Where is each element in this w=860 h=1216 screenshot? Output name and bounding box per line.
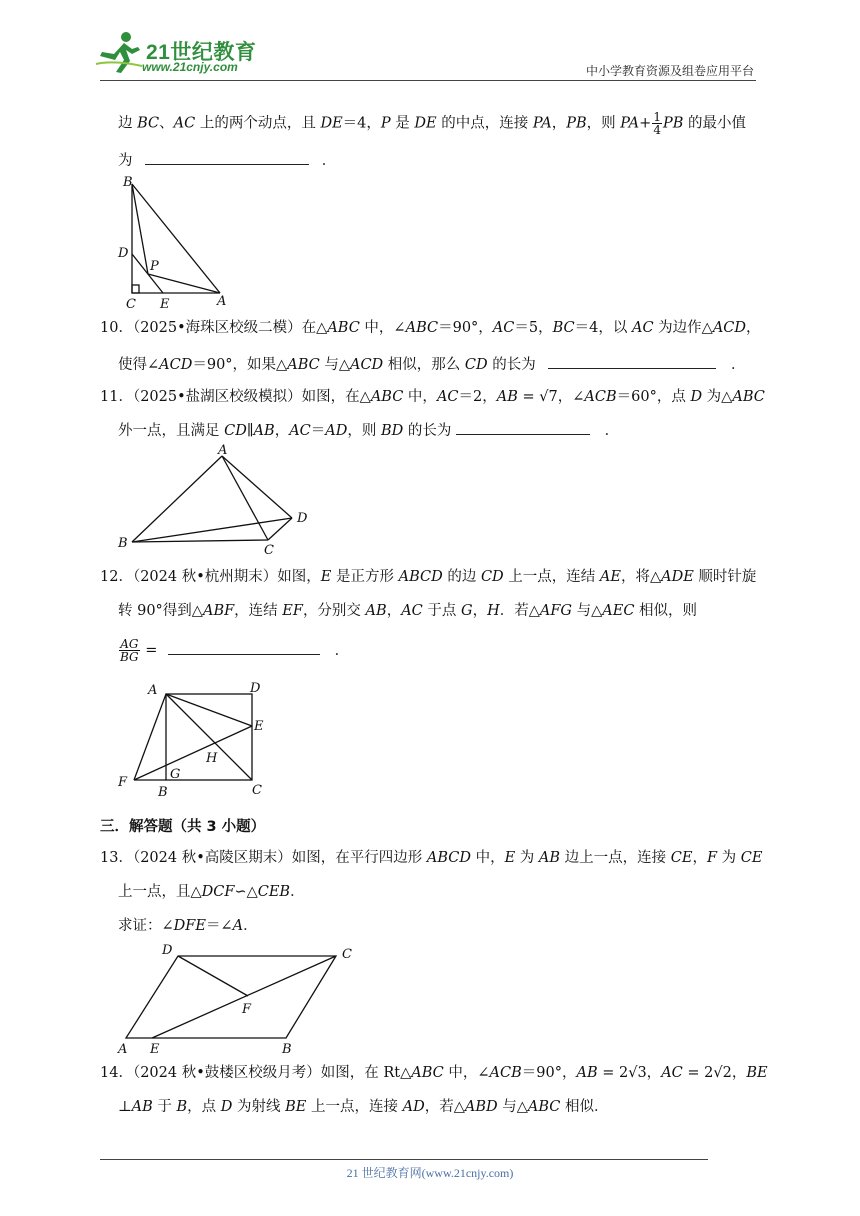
q9-figure bbox=[114, 172, 234, 312]
q12-figure bbox=[112, 678, 272, 800]
q12-label-f: F bbox=[118, 775, 128, 790]
q12-label-d: D bbox=[250, 681, 261, 696]
q9-label-a: A bbox=[217, 294, 227, 309]
q9-label-p: P bbox=[150, 259, 159, 274]
q12-line2: 转 90°得到△ABF，连结 EF，分别交 AB，AC 于点 G，H．若△AFG 与△AEC 相似，则 bbox=[118, 603, 698, 619]
q12-label-a: A bbox=[148, 683, 158, 698]
q14-line2: ⊥AB 于 B，点 D 为射线 BE 上一点，连接 AD，若△ABD 与△ABC 相似． bbox=[118, 1099, 609, 1115]
q12-label-e: E bbox=[254, 719, 264, 734]
q13-label-b: B bbox=[282, 1042, 292, 1057]
q9-line2: 为 ． bbox=[118, 150, 336, 172]
q11-line2: 外一点，且满足 CD∥AB，AC＝AD，则 BD 的长为 ． bbox=[118, 420, 619, 442]
q12-line1: 12．（2024 秋•杭州期末）如图，E 是正方形 ABCD 的边 CD 上一点，连结 AE，将△ADE 顺时针旋 bbox=[100, 569, 757, 585]
q14-line1: 14．（2024 秋•鼓楼区校级月考）如图，在 Rt△ABC 中，∠ACB＝90°，AB = 2√3，AC = 2√2，BE bbox=[100, 1065, 768, 1081]
q11-label-c: C bbox=[264, 543, 274, 554]
logo-url: www.21cnjy.com bbox=[142, 60, 238, 74]
page-header bbox=[0, 0, 860, 84]
q13-line1: 13．（2024 秋•高陵区期末）如图，在平行四边形 ABCD 中，E 为 AB 边上一点，连接 CE，F 为 CE bbox=[100, 850, 763, 866]
site-logo[interactable] bbox=[94, 30, 264, 80]
q12-label-b: B bbox=[158, 785, 168, 800]
q11-label-d: D bbox=[297, 511, 308, 526]
q12-answer-blank[interactable] bbox=[168, 640, 320, 655]
q11-label-b: B bbox=[118, 536, 128, 551]
q12-label-h: H bbox=[206, 751, 218, 766]
q13-line2: 上一点，且△DCF∽△CEB． bbox=[118, 884, 305, 900]
q11-label-a: A bbox=[218, 444, 228, 458]
q12-label-g: G bbox=[170, 767, 181, 782]
q9-label-e: E bbox=[160, 297, 170, 312]
q11-figure bbox=[114, 444, 314, 554]
footer-divider bbox=[100, 1159, 708, 1160]
q13-figure bbox=[112, 940, 362, 1060]
q13-label-a: A bbox=[118, 1042, 128, 1057]
q10-line2: 使得∠ACD＝90°，如果△ABC 与△ACD 相似，那么 CD 的长为 ． bbox=[118, 354, 745, 376]
platform-name: 中小学教育资源及组卷应用平台 bbox=[585, 64, 754, 78]
q10-answer-blank[interactable] bbox=[548, 354, 716, 369]
q9-fraction: $\frac{1}{4}$ bbox=[653, 110, 661, 137]
header-divider bbox=[100, 80, 756, 81]
q12-fraction: $\frac{AG}{BG}$ bbox=[120, 637, 139, 664]
q9-line1: 边 BC、AC 上的两个动点，且 DE＝4，P 是 DE 的中点，连接 PA，PB，则 PA+ $\frac{1}{4}$ PB 的最小值 bbox=[118, 110, 746, 137]
footer-link[interactable]: 21 世纪教育网(www.21cnjy.com) bbox=[346, 1166, 514, 1180]
q9-label-d: D bbox=[118, 246, 129, 261]
q13-label-d: D bbox=[162, 943, 173, 958]
q9-answer-blank[interactable] bbox=[145, 150, 309, 165]
q13-label-c: C bbox=[342, 947, 352, 962]
q13-line3: 求证：∠DFE＝∠A． bbox=[118, 918, 258, 934]
q12-label-c: C bbox=[252, 783, 262, 798]
q12-line3: $\frac{AG}{BG}$ = ． bbox=[120, 637, 350, 664]
logo-text: 21世纪教育 bbox=[146, 41, 257, 64]
q9-label-c: C bbox=[126, 297, 136, 312]
q11-answer-blank[interactable] bbox=[456, 420, 590, 435]
q11-line1: 11．（2025•盐湖区校级模拟）如图，在△ABC 中，AC＝2，AB = √7，∠ACB＝60°，点 D 为△ABC bbox=[100, 389, 765, 405]
section-title: 三．解答题（共 3 小题） bbox=[100, 819, 266, 835]
q10-line1: 10．（2025•海珠区校级二模）在△ABC 中，∠ABC＝90°，AC＝5，BC＝4，以 AC 为边作△ACD， bbox=[100, 320, 761, 336]
q13-label-f: F bbox=[242, 1002, 252, 1017]
q9-label-b: B bbox=[123, 175, 133, 190]
q13-label-e: E bbox=[150, 1042, 160, 1057]
runner-icon bbox=[94, 30, 144, 74]
